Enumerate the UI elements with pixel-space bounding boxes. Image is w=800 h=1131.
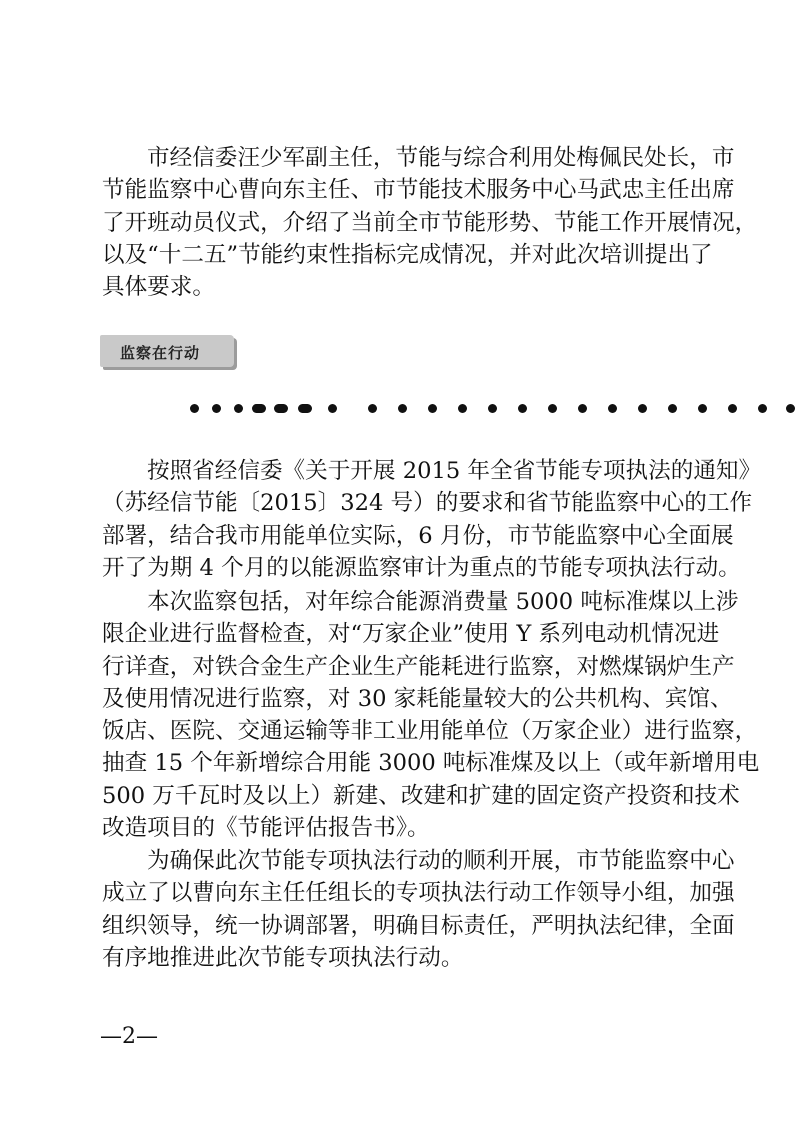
divider-dot [488, 404, 497, 413]
dotted-divider [190, 400, 800, 420]
section-heading-tab [100, 335, 234, 367]
text-line: 改造项目的《节能评估报告书》。 [102, 815, 430, 842]
divider-dot [786, 404, 795, 413]
divider-dot [368, 404, 377, 413]
text-line: 行详查，对铁合金生产企业生产能耗进行监察，对燃煤锅炉生产 [102, 653, 735, 680]
divider-dot [252, 404, 266, 413]
divider-dot [328, 404, 337, 413]
divider-dot [234, 404, 243, 413]
divider-dot [398, 404, 407, 413]
divider-dot [698, 404, 707, 413]
divider-dot [728, 404, 737, 413]
intro-paragraph [102, 142, 758, 303]
text-line: 饭店、医院、交通运输等非工业用能单位（万家企业）进行监察， [102, 718, 758, 745]
text-line: 为确保此次节能专项执法行动的顺利开展，市节能监察中心 [147, 848, 735, 874]
divider-dot [428, 404, 437, 413]
divider-dot [190, 404, 199, 413]
text-line: 节能监察中心曹向东主任、市节能技术服务中心马武忠主任出席 [102, 177, 735, 204]
text-line: 及使用情况进行监察，对 30 家耗能量较大的公共机构、宾馆、 [102, 685, 733, 712]
section-title: 监察在行动 [120, 344, 201, 362]
divider-dot [758, 404, 767, 413]
divider-dot [458, 404, 467, 413]
divider-dot [578, 404, 587, 413]
divider-dot [518, 404, 527, 413]
text-line: 开了为期 4 个月的以能源监察审计为重点的节能专项执法行动。 [102, 554, 741, 581]
text-line: （苏经信节能〔2015〕324 号）的要求和省节能监察中心的工作 [102, 490, 753, 517]
text-line: 具体要求。 [102, 274, 215, 301]
text-line: 市经信委汪少军副主任，节能与综合利用处梅佩民处长，市 [147, 145, 735, 171]
text-line: 了开班动员仪式，介绍了当前全市节能形势、节能工作开展情况， [102, 209, 758, 236]
text-line: 按照省经信委《关于开展 2015 年全省节能专项执法的通知》 [147, 458, 762, 484]
body-paragraph [102, 586, 760, 844]
divider-dot [668, 404, 677, 413]
text-line: 抽查 15 个年新增综合用能 3000 吨标准煤及以上（或年新增用电 [102, 750, 760, 777]
divider-dot [298, 404, 312, 413]
text-line: 组织领导，统一协调部署，明确目标责任，严明执法纪律，全面 [102, 912, 735, 939]
body-paragraph [102, 455, 762, 584]
text-line: 本次监察包括，对年综合能源消费量 5000 吨标准煤以上涉 [147, 589, 739, 615]
text-line: 500 万千瓦时及以上）新建、改建和扩建的固定资产投资和技术 [102, 782, 740, 809]
divider-dot [608, 404, 617, 413]
body-paragraph [102, 845, 735, 974]
page-number: —2— [100, 1024, 158, 1049]
text-line: 部署，结合我市用能单位实际，6 月份，市节能监察中心全面展 [102, 522, 734, 549]
divider-dot [212, 404, 221, 413]
text-line: 成立了以曹向东主任任组长的专项执法行动工作领导小组，加强 [102, 880, 735, 907]
divider-dot [274, 404, 288, 413]
divider-dot [638, 404, 647, 413]
text-line: 限企业进行监督检查，对“万家企业”使用 Y 系列电动机情况进 [102, 621, 720, 648]
divider-dot [548, 404, 557, 413]
text-line: 有序地推进此次节能专项执法行动。 [102, 944, 464, 971]
text-line: 以及“十二五”节能约束性指标完成情况，并对此次培训提出了 [102, 241, 713, 268]
